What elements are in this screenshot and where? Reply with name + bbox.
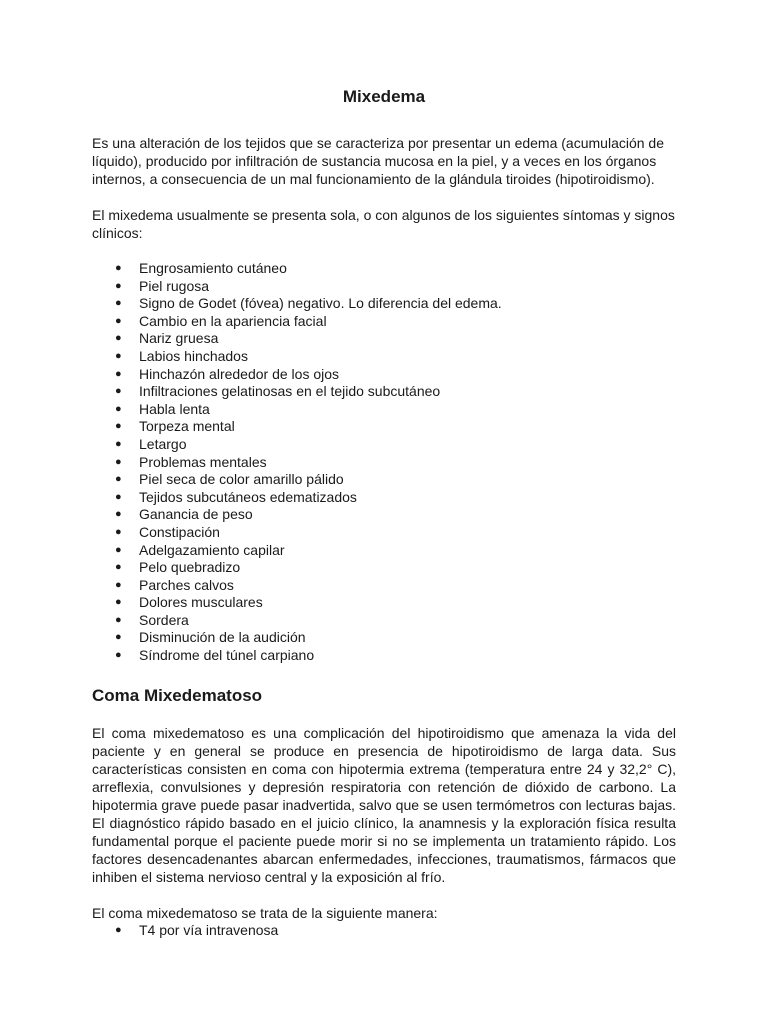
bullet-icon: ● [115,525,122,538]
coma-heading: Coma Mixedematoso [92,685,263,705]
symptom-item [92,454,676,472]
bullet-icon: ● [115,578,122,591]
symptom-item-text: Dolores musculares [139,594,263,611]
bullet-icon: ● [115,455,122,468]
symptom-item-text: Piel rugosa [139,277,210,294]
page-title: Mixedema [342,87,426,106]
symptom-item-text: Engrosamiento cutáneo [139,260,287,276]
symptom-item-text: Pelo quebradizo [139,559,241,576]
bullet-icon: ● [115,508,122,521]
symptoms-intro-paragraph: El mixedema usualmente se presenta sola, o con algunos de los siguientes síntomas y signos clínicos: [92,207,675,241]
symptom-item-text: Infiltraciones gelatinosas en el tejido subcutáneo [139,383,441,400]
symptom-item [92,436,676,454]
symptom-item-text: Sordera [139,611,189,628]
symptom-item-text: Signo de Godet (fóvea) negativo. Lo diferencia del edema. [139,295,502,312]
bullet-icon: ● [115,402,122,415]
symptom-item [92,313,676,331]
symptom-item [92,577,676,595]
symptom-item-text: Nariz gruesa [139,330,219,347]
symptom-item [92,629,676,647]
symptom-item [92,489,676,507]
coma-description-paragraph: El coma mixedematoso es una complicación del hipotiroidismo que amenaza la vida del paciente y en general se produce en presencia de hipotiroidismo de larga data. Sus características consisten en coma con hipotermia extrema (temperatura entre 24 y 32,2° C), arreflexia, convulsiones y depresión respiratoria con retención de dióxido de carbono. La hipotermia grave puede pasar inadvertida, salvo que se usen termómetros con lecturas bajas. El diagnóstico rápido basado en el juicio clínico, la anamnesis y la exploración física resulta fundamental porque el paciente puede morir si no se implementa un tratamiento rápido. Los factores desencadenantes abarcan enfermedades, infecciones, traumatismos, fármacos que inhiben el sistema nervioso central y la exposición al frío. [92,724,676,885]
bullet-icon: ● [115,649,122,662]
treatment-intro-paragraph: El coma mixedematoso se trata de la siguiente manera: [92,904,438,921]
symptom-item-text: Síndrome del túnel carpiano [139,647,315,664]
symptom-item-text: Parches calvos [139,576,234,593]
bullet-icon: ● [115,923,122,936]
bullet-icon: ● [115,279,122,292]
bullet-icon: ● [115,613,122,626]
bullet-icon: ● [115,332,122,345]
bullet-icon: ● [115,543,122,556]
intro-paragraph: Es una alteración de los tejidos que se caracteriza por presentar un edema (acumulación de líquido), producido por infiltración de sustancia mucosa en la piel, y a veces en los órganos internos, a consecuencia de un mal funcionamiento de la glándula tiroides (hipotiroidismo). [92,135,664,187]
bullet-icon: ● [115,473,122,486]
treatment-item-text: T4 por vía intravenosa [139,921,279,938]
symptom-item [92,295,676,313]
bullet-icon: ● [115,437,122,450]
symptom-item-text: Labios hinchados [139,347,248,364]
symptom-item [92,559,676,577]
symptom-item-text: Problemas mentales [139,453,267,470]
symptom-item [92,542,676,560]
symptom-item [92,506,676,524]
bullet-icon: ● [115,561,122,574]
symptom-item [92,348,676,366]
bullet-icon: ● [115,385,122,398]
symptom-item-text: Tejidos subcutáneos edematizados [139,488,357,505]
symptom-item-text: Constipación [139,523,220,540]
bullet-icon: ● [115,349,122,362]
symptom-item-text: Cambio en la apariencia facial [139,312,327,329]
symptom-item-text: Torpeza mental [139,418,235,435]
symptom-item [92,524,676,542]
symptom-item [92,260,676,278]
bullet-icon: ● [115,596,122,609]
symptom-item-text: Disminución de la audición [139,629,306,646]
symptom-item [92,418,676,436]
symptom-item [92,647,676,665]
symptom-item [92,594,676,612]
symptom-item-text: Hinchazón alrededor de los ojos [139,365,340,382]
bullet-icon: ● [115,631,122,644]
symptom-item [92,330,676,348]
symptom-item-text: Letargo [139,435,187,452]
treatments-list [92,922,676,940]
symptom-item [92,401,676,419]
bullet-icon: ● [115,297,122,310]
symptom-item-text: Adelgazamiento capilar [139,541,285,558]
bullet-icon: ● [115,262,122,274]
bullet-icon: ● [115,367,122,380]
symptoms-list [92,260,676,665]
treatment-item [92,922,676,940]
symptom-item [92,366,676,384]
symptom-item-text: Piel seca de color amarillo pálido [139,471,344,488]
symptom-item [92,383,676,401]
bullet-icon: ● [115,490,122,503]
bullet-icon: ● [115,314,122,327]
symptom-item [92,471,676,489]
symptom-item [92,612,676,630]
symptom-item [92,278,676,296]
bullet-icon: ● [115,420,122,433]
symptom-item-text: Habla lenta [139,400,210,417]
symptom-item-text: Ganancia de peso [139,506,253,523]
